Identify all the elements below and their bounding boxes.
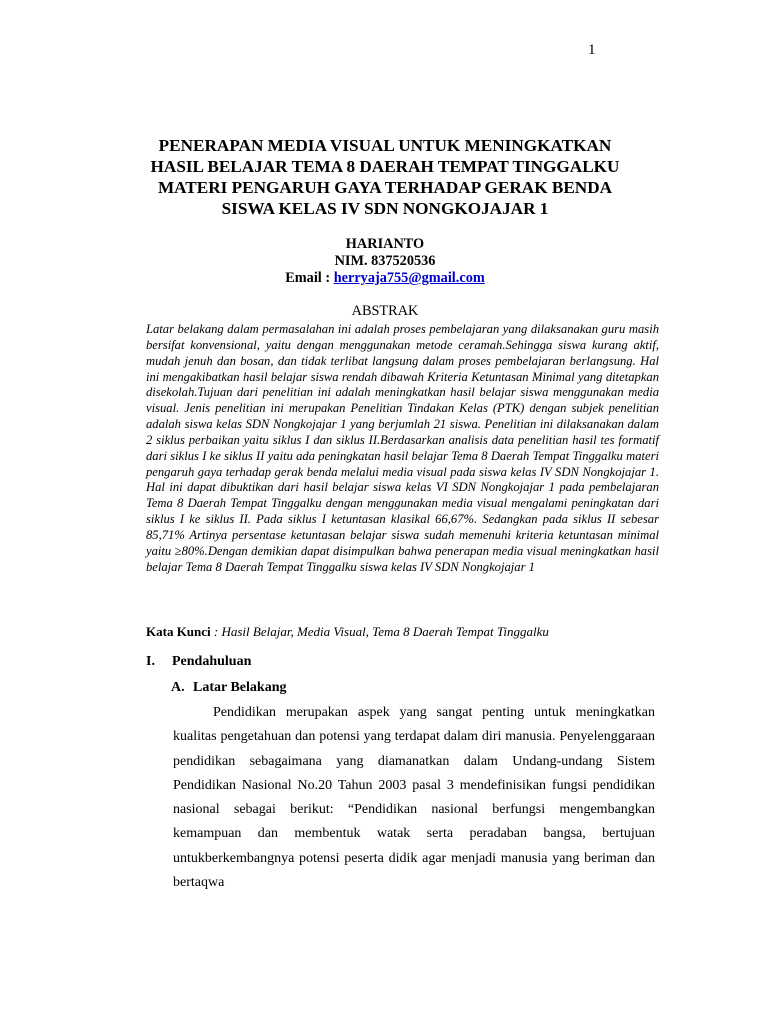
author-nim: NIM. 837520536 — [334, 253, 436, 269]
abstract-body: Latar belakang dalam permasalahan ini adalah proses pembelajaran yang dilaksanakan guru masih bersifat konvensional, yaitu dengan menggunakan metode ceramah.Sehingga siswa kurang aktif, mudah jenuh dan bosan, dan tidak terlibat langsung dalam proses pembelajaran berlangsung. Hal ini mengakibatkan hasil belajar siswa rendah dibawah Kriteria Ketuntasan Minimal yang ditetapkan disekolah.Tujuan dari penelitian ini adalah meningkatkan hasil belajar siswa menggunakan media visual. Jenis penelitian ini merupakan Penelitian Tindakan Kelas (PTK) dengan subjek penelitian adalah siswa kelas SDN Nongkojajar 1 yang berjumlah 21 siswa. Penelitian ini dilaksanakan dalam 2 siklus perbaikan yaitu siklus I dan siklus II.Berdasarkan analisis data penelitian hasil tes formatif dari siklus I ke siklus II yaitu ada peningkatan hasil belajar Tema 8 Daerah Tempat Tinggalku materi pengaruh gaya terhadap gerak benda melalui media visual pada siswa kelas IV SDN Nongkojajar 1. Hal ini dapat dibuktikan dari hasil belajar siswa kelas VI SDN Nongkojajar 1 pada pembelajaran Tema 8 Daerah Tempat Tinggalku dengan menggunakan media visual mengalami peningkatan dari siklus I ke siklus II. Pada siklus I ketuntasan klasikal 66,67%. Sedangkan pada siklus II sebesar 85,71% Artinya persentase ketuntasan belajar siswa sudah memenuhi kriteria ketuntasan minimal yaitu ≥80%.Dengan demikian dapat disimpulkan bahwa penerapan media visual meningkatkan hasil belajar Tema 8 Daerah Tempat Tinggalku siswa kelas IV SDN Nongkojajar 1 — [146, 322, 659, 574]
page-number: 1 — [588, 42, 596, 58]
email-link[interactable]: herryaja755@gmail.com — [333, 270, 485, 286]
subsection-number: A. — [171, 680, 185, 695]
section-heading — [146, 654, 251, 670]
subsection-title: Latar Belakang — [193, 680, 287, 695]
email-label: Email : — [285, 270, 334, 286]
subsection-heading — [171, 680, 286, 696]
body-paragraph: Pendidikan merupakan aspek yang sangat penting untuk meningkatkan kualitas pengetahuan dan potensi yang terdapat dalam diri manusia. Penyelenggaraan pendidikan sebagaimana yang diamanatkan dalam Undang-undang Sistem Pendidikan Nasional No.20 Tahun 2003 pasal 3 mendefinisikan fungsi pendidikan nasional sebagai berikut: “Pendidikan nasional berfungsi mengembangkan kemampuan dan membentuk watak serta peradaban bangsa, bertujuan untukberkembangnya potensi peserta didik agar menjadi manusia yang beriman dan bertaqwa — [173, 705, 655, 891]
abstract-heading: ABSTRAK — [351, 303, 419, 319]
keywords-text: : Hasil Belajar, Media Visual, Tema 8 Daerah Tempat Tinggalku — [210, 624, 549, 639]
author-name: HARIANTO — [345, 236, 425, 252]
author-email-line — [200, 270, 570, 287]
section-number: I. — [146, 654, 155, 669]
keywords-label: Kata Kunci — [146, 624, 211, 639]
author-block — [200, 236, 570, 287]
keywords — [146, 624, 686, 640]
section-title: Pendahuluan — [172, 654, 252, 669]
paper-title: PENERAPAN MEDIA VISUAL UNTUK MENINGKATKAN HASIL BELAJAR TEMA 8 DAERAH TEMPAT TINGGALKU MATERI PENGARUH GAYA TERHADAP GERAK BENDA SISWA KELAS IV SDN NONGKOJAJAR 1 — [150, 136, 620, 218]
